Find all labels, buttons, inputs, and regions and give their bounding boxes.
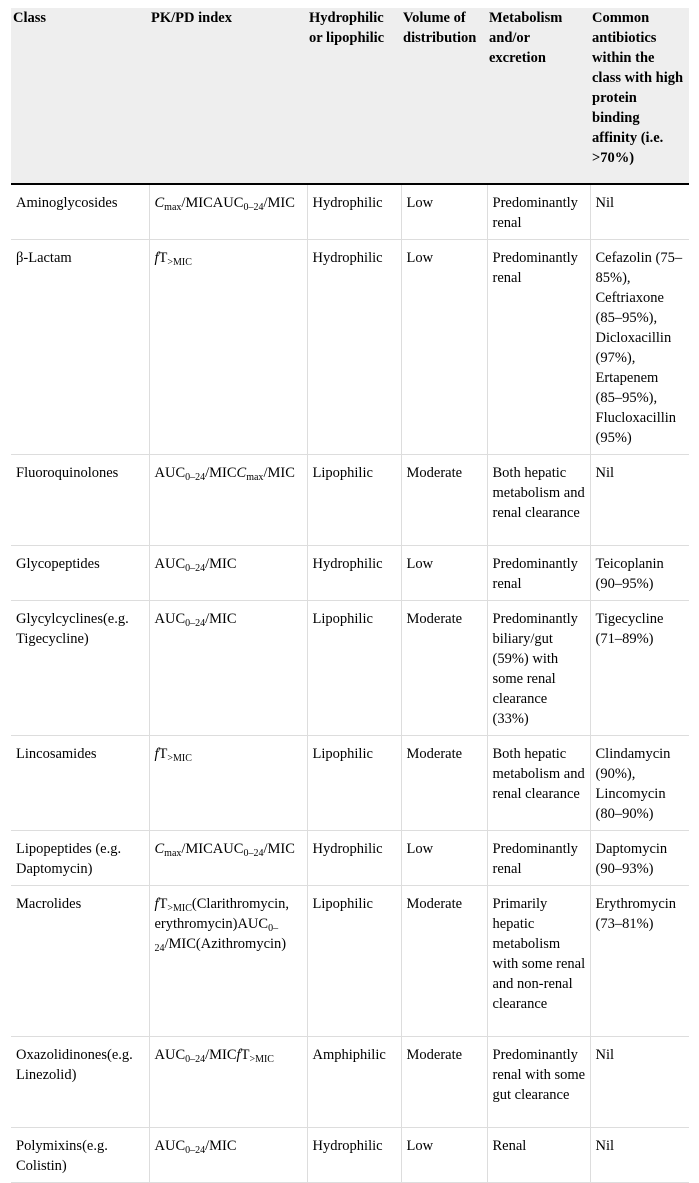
header-protein-binding: Common antibiotics within the class with high protein binding affinity (i.e. >70%) — [590, 8, 689, 184]
cell-metabolism: Predominantly renal — [487, 184, 590, 240]
cell-metabolism: Predominantly renal with some gut clearance — [487, 1037, 590, 1128]
cell-protein-binding: Clindamycin (90%), Lincomycin (80–90%) — [590, 736, 689, 831]
cell-hydrophilicity: Hydrophilic — [307, 831, 401, 886]
pkpd-subscript: >MIC — [249, 1054, 274, 1065]
pkpd-subscript: >MIC — [167, 257, 192, 268]
cell-class: Fluoroquinolones — [11, 455, 149, 546]
pkpd-symbol: f — [154, 746, 159, 762]
cell-pkpd-index — [149, 1037, 307, 1128]
pkpd-subscript: >MIC — [167, 753, 192, 764]
table-row — [11, 736, 689, 831]
cell-class: Macrolides — [11, 886, 149, 1037]
cell-pkpd-index — [149, 240, 307, 455]
cell-protein-binding: Tigecycline (71–89%) — [590, 601, 689, 736]
header-metabolism-excretion: Metabolism and/or excretion — [487, 8, 590, 184]
pkpd-text: /MIC — [205, 1138, 237, 1154]
cell-protein-binding: Nil — [590, 1128, 689, 1183]
pkpd-text: AUC — [154, 611, 186, 627]
cell-pkpd-index — [149, 831, 307, 886]
cell-protein-binding: Teicoplanin (90–95%) — [590, 546, 689, 601]
cell-protein-binding: Nil — [590, 455, 689, 546]
cell-volume: Low — [401, 1128, 487, 1183]
pkpd-text: /MICAUC — [181, 841, 244, 857]
cell-class: Oxazolidinones(e.g. Linezolid) — [11, 1037, 149, 1128]
cell-protein-binding: Nil — [590, 1037, 689, 1128]
header-hydrophilic-lipophilic: Hydrophilic or lipophilic — [307, 8, 401, 184]
cell-class: Polymixins(e.g. Colistin) — [11, 1128, 149, 1183]
pkpd-subscript: 0–24 — [243, 848, 264, 859]
cell-protein-binding: Erythromycin (73–81%) — [590, 886, 689, 1037]
cell-hydrophilicity: Lipophilic — [307, 601, 401, 736]
cell-hydrophilicity: Lipophilic — [307, 736, 401, 831]
table-row — [11, 455, 689, 546]
cell-protein-binding: Daptomycin (90–93%) — [590, 831, 689, 886]
pkpd-subscript: 0–24 — [185, 1145, 206, 1156]
cell-hydrophilicity: Lipophilic — [307, 886, 401, 1037]
pkpd-subscript: 0–24 — [243, 202, 264, 213]
cell-protein-binding: Cefazolin (75–85%), Ceftriaxone (85–95%), Dicloxacillin (97%), Ertapenem (85–95%), Flucloxacillin (95%) — [590, 240, 689, 455]
cell-pkpd-index — [149, 546, 307, 601]
pkpd-text: /MICAUC — [181, 195, 244, 211]
table-header — [11, 8, 689, 184]
pkpd-text: /MIC — [205, 556, 237, 572]
pkpd-text: (Clarithromycin, erythromycin)AUC — [154, 896, 289, 932]
cell-volume: Low — [401, 546, 487, 601]
header-class: Class — [11, 8, 149, 184]
cell-pkpd-index — [149, 601, 307, 736]
table-row — [11, 184, 689, 240]
antibiotic-pkpd-table — [11, 8, 689, 1183]
table-row — [11, 240, 689, 455]
cell-volume: Low — [401, 831, 487, 886]
cell-volume: Low — [401, 240, 487, 455]
table-row — [11, 601, 689, 736]
pkpd-text: AUC — [154, 1047, 186, 1063]
pkpd-text: T — [158, 746, 168, 762]
pkpd-subscript: 0–24 — [185, 1054, 206, 1065]
cell-volume: Low — [401, 184, 487, 240]
cell-volume: Moderate — [401, 601, 487, 736]
cell-metabolism: Both hepatic metabolism and renal clearance — [487, 736, 590, 831]
cell-class: Lincosamides — [11, 736, 149, 831]
pkpd-text: /MIC(Azithromycin) — [164, 936, 287, 952]
pkpd-subscript: 0–24 — [185, 472, 206, 483]
pkpd-text: AUC — [154, 556, 186, 572]
cell-pkpd-index — [149, 455, 307, 546]
pkpd-text: T — [158, 250, 168, 266]
table-row — [11, 546, 689, 601]
cell-pkpd-index — [149, 184, 307, 240]
cell-metabolism: Primarily hepatic metabolism with some renal and non-renal clearance — [487, 886, 590, 1037]
cell-hydrophilicity: Amphiphilic — [307, 1037, 401, 1128]
cell-metabolism: Renal — [487, 1128, 590, 1183]
pkpd-text: /MIC — [205, 611, 237, 627]
cell-metabolism: Predominantly renal — [487, 240, 590, 455]
cell-metabolism: Both hepatic metabolism and renal clearance — [487, 455, 590, 546]
pkpd-symbol: C — [154, 841, 165, 857]
pkpd-text: AUC — [154, 1138, 186, 1154]
cell-volume: Moderate — [401, 455, 487, 546]
pkpd-symbol: f — [154, 896, 159, 912]
cell-metabolism: Predominantly renal — [487, 546, 590, 601]
pkpd-text: T — [240, 1047, 250, 1063]
pkpd-text: /MIC — [263, 195, 295, 211]
pkpd-text: /MIC — [205, 465, 237, 481]
pkpd-subscript: max — [164, 202, 182, 213]
pkpd-symbol: C — [236, 465, 247, 481]
cell-hydrophilicity: Lipophilic — [307, 455, 401, 546]
cell-class: Glycopeptides — [11, 546, 149, 601]
header-volume-of-distribution: Volume of distribution — [401, 8, 487, 184]
cell-pkpd-index — [149, 886, 307, 1037]
pkpd-subscript: 0–24 — [185, 563, 206, 574]
pkpd-text: /MIC — [263, 841, 295, 857]
header-pkpd-index: PK/PD index — [149, 8, 307, 184]
pkpd-subscript: 0–24 — [185, 618, 206, 629]
cell-class: Lipopeptides (e.g. Daptomycin) — [11, 831, 149, 886]
cell-protein-binding: Nil — [590, 184, 689, 240]
cell-metabolism: Predominantly renal — [487, 831, 590, 886]
cell-pkpd-index — [149, 736, 307, 831]
cell-hydrophilicity: Hydrophilic — [307, 184, 401, 240]
pkpd-symbol: f — [236, 1047, 241, 1063]
cell-class: Aminoglycosides — [11, 184, 149, 240]
cell-class: β-Lactam — [11, 240, 149, 455]
pkpd-symbol: f — [154, 250, 159, 266]
antibiotic-pkpd-table-container — [11, 8, 689, 1183]
table-row — [11, 1128, 689, 1183]
cell-volume: Moderate — [401, 736, 487, 831]
cell-volume: Moderate — [401, 1037, 487, 1128]
table-row — [11, 886, 689, 1037]
cell-volume: Moderate — [401, 886, 487, 1037]
cell-hydrophilicity: Hydrophilic — [307, 1128, 401, 1183]
cell-class: Glycylcyclines(e.g. Tigecycline) — [11, 601, 149, 736]
pkpd-subscript: 0–24 — [154, 923, 279, 954]
table-body — [11, 184, 689, 1183]
pkpd-subscript: max — [164, 848, 182, 859]
pkpd-text: /MIC — [205, 1047, 237, 1063]
cell-hydrophilicity: Hydrophilic — [307, 546, 401, 601]
table-row — [11, 1037, 689, 1128]
cell-pkpd-index — [149, 1128, 307, 1183]
cell-metabolism: Predominantly biliary/gut (59%) with some renal clearance (33%) — [487, 601, 590, 736]
pkpd-text: T — [158, 896, 168, 912]
pkpd-subscript: >MIC — [167, 903, 192, 914]
pkpd-text: AUC — [154, 465, 186, 481]
pkpd-text: /MIC — [263, 465, 295, 481]
cell-hydrophilicity: Hydrophilic — [307, 240, 401, 455]
pkpd-symbol: C — [154, 195, 165, 211]
header-row — [11, 8, 689, 184]
table-row — [11, 831, 689, 886]
pkpd-subscript: max — [246, 472, 264, 483]
